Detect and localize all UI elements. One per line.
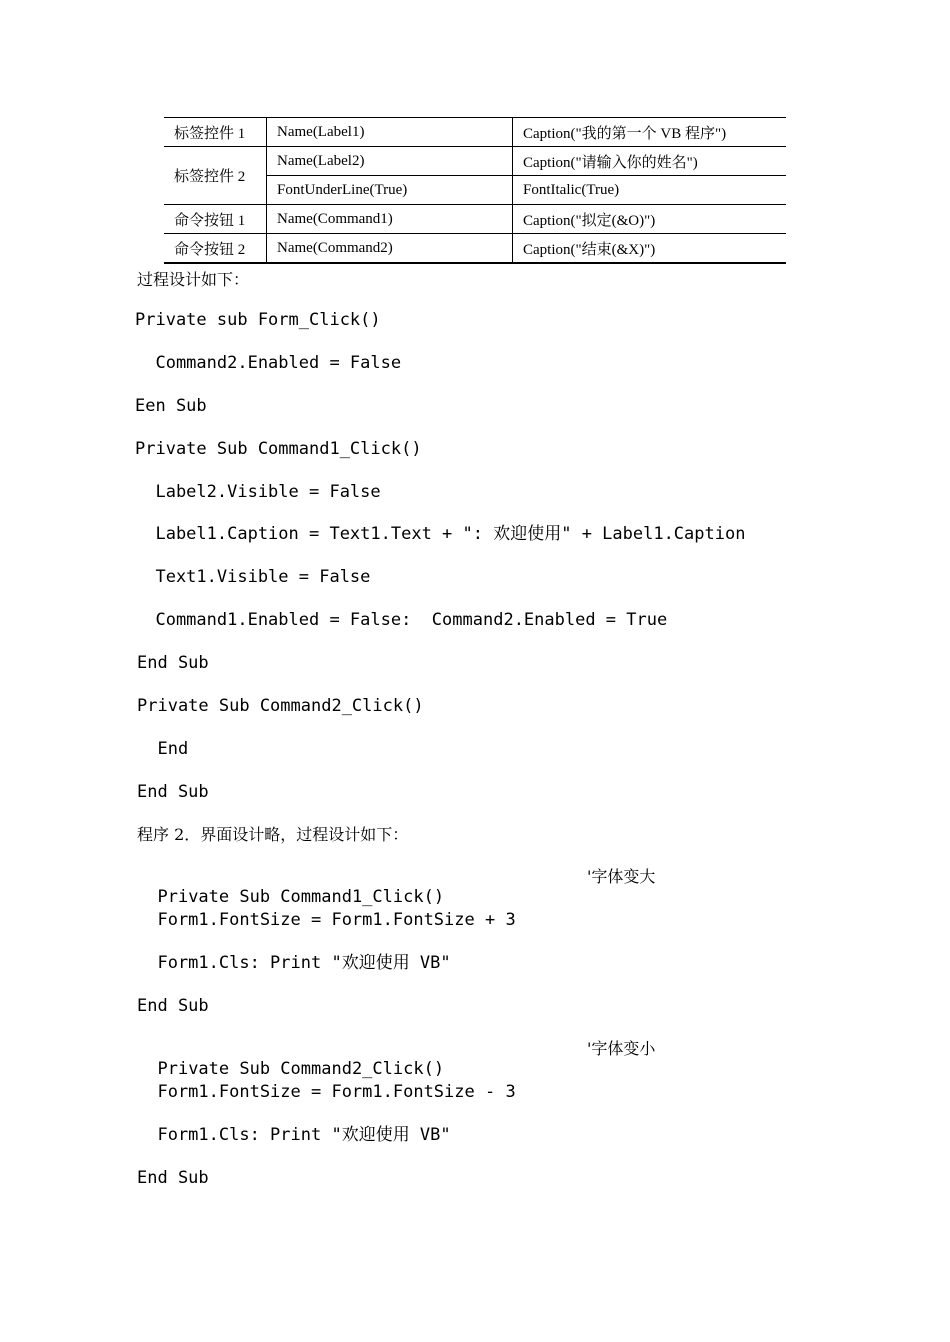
table-cell-property: FontItalic(True) — [513, 176, 787, 205]
code-line: Form1.Cls: Print "欢迎使用 VB" — [137, 953, 451, 973]
code-line: Label2.Visible = False — [135, 482, 381, 502]
table-cell-control: 命令按钮 2 — [164, 234, 267, 264]
code-comment: '字体变大 — [587, 867, 656, 886]
table-row — [164, 147, 786, 176]
table-cell-name: Name(Label1) — [267, 118, 513, 147]
code-line: Form1.FontSize = Form1.FontSize - 3 — [137, 1082, 516, 1102]
code-line: End Sub — [137, 996, 209, 1016]
table-row — [164, 234, 786, 264]
table-cell-property: Caption("请输入你的姓名") — [513, 147, 787, 176]
code-line: Text1.Visible = False — [135, 567, 371, 587]
section-heading-program-2: 程序 2．界面设计略，过程设计如下： — [137, 825, 409, 844]
table-cell-name: Name(Command2) — [267, 234, 513, 264]
code-text: Private Sub Command1_Click() — [157, 887, 445, 907]
control-properties-table — [164, 117, 786, 264]
table-cell-property: Caption("拟定(&O)") — [513, 205, 787, 234]
code-line: Private sub Form_Click() — [135, 310, 381, 330]
table-cell-control: 标签控件 2 — [164, 147, 267, 205]
code-line: Form1.FontSize = Form1.FontSize + 3 — [137, 910, 516, 930]
table-cell-control: 命令按钮 1 — [164, 205, 267, 234]
table-cell-name: FontUnderLine(True) — [267, 176, 513, 205]
section-intro-text: 过程设计如下： — [137, 270, 250, 289]
table-cell-control: 标签控件 1 — [164, 118, 267, 147]
table-cell-name: Name(Label2) — [267, 147, 513, 176]
code-line: Private Sub Command1_Click() — [135, 439, 422, 459]
table-row — [164, 118, 786, 147]
table-cell-property: Caption("结束(&X)") — [513, 234, 787, 264]
code-line: End Sub — [137, 782, 209, 802]
code-text: Private Sub Command2_Click() — [157, 1059, 445, 1079]
code-line: Command2.Enabled = False — [135, 353, 402, 373]
code-line: Een Sub — [135, 396, 207, 416]
table-cell-name: Name(Command1) — [267, 205, 513, 234]
code-comment: '字体变小 — [587, 1039, 656, 1058]
code-line: Label1.Caption = Text1.Text + ": 欢迎使用" + Label1.Caption — [135, 524, 746, 544]
table-row — [164, 205, 786, 234]
code-line: Form1.Cls: Print "欢迎使用 VB" — [137, 1125, 451, 1145]
code-line: End — [137, 739, 189, 759]
code-line: End Sub — [137, 653, 209, 673]
code-line: Private Sub Command2_Click() — [137, 696, 424, 716]
table-cell-property: Caption("我的第一个 VB 程序") — [513, 118, 787, 147]
code-line: End Sub — [137, 1168, 209, 1188]
code-line: Command1.Enabled = False: Command2.Enabled = True — [135, 610, 668, 630]
